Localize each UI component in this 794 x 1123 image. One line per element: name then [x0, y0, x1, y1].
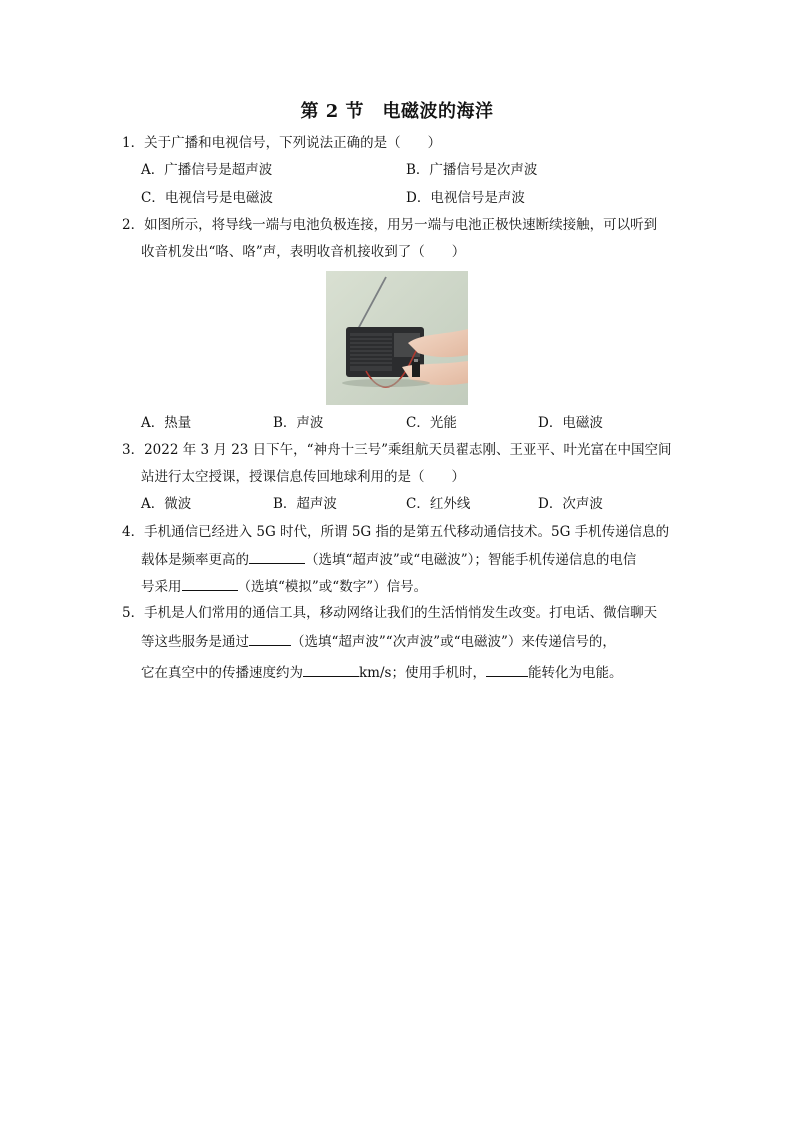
- question-2-option-b: B．声波: [273, 415, 324, 431]
- radio-with-battery-photo: [326, 271, 468, 405]
- question-5-line-2: [141, 632, 616, 651]
- question-4-line-2-text-a: 载体是频率更高的: [141, 552, 249, 568]
- question-1-stem: 1．关于广播和电视信号，下列说法正确的是（ ）: [122, 135, 442, 151]
- answer-blank-4a[interactable]: [249, 550, 305, 564]
- question-2-stem-line-2: 收音机发出“咯、咯”声，表明收音机接收到了（ ）: [141, 244, 466, 260]
- answer-blank-5c[interactable]: [486, 663, 528, 677]
- question-5-line-3-text-b: km/s；使用手机时，: [359, 665, 486, 681]
- question-4-line-3-text-b: （选填“模拟”或“数字”）信号。: [237, 579, 428, 595]
- question-2-option-c: C．光能: [406, 415, 457, 431]
- question-5-line-1: 5．手机是人们常用的通信工具，移动网络让我们的生活悄悄发生改变。打电话、微信聊天: [122, 605, 658, 621]
- question-2-option-a: A．热量: [141, 415, 192, 431]
- question-3-stem-line-1: 3．2022 年 3 月 23 日下午，“神舟十三号”乘组航天员翟志刚、王亚平、叶光富在中国空间: [122, 442, 672, 458]
- question-1-option-d: D．电视信号是声波: [406, 190, 525, 206]
- question-4-line-2-text-b: （选填“超声波”或“电磁波”）；智能手机传递信息的电信: [305, 552, 637, 568]
- question-2-stem-line-1: 2．如图所示，将导线一端与电池负极连接，用另一端与电池正极快速断续接触，可以听到: [122, 217, 658, 233]
- question-4-line-1: 4．手机通信已经进入 5G 时代，所谓 5G 指的是第五代移动通信技术。5G 手机传递信息的: [122, 524, 670, 540]
- question-3-option-b: B．超声波: [273, 496, 337, 512]
- question-2-option-d: D．电磁波: [538, 415, 603, 431]
- answer-blank-5b[interactable]: [303, 663, 359, 677]
- question-5-line-3: [141, 663, 622, 682]
- question-5-line-3-text-a: 它在真空中的传播速度约为: [141, 665, 303, 681]
- answer-blank-4b[interactable]: [182, 577, 238, 591]
- question-4-line-3-text-a: 号采用: [141, 579, 182, 595]
- question-1-option-a: A．广播信号是超声波: [141, 162, 273, 178]
- question-1-option-c: C．电视信号是电磁波: [141, 190, 273, 206]
- answer-blank-5a[interactable]: [249, 632, 291, 646]
- page-title: 第 2 节 电磁波的海洋: [300, 101, 494, 122]
- question-5-line-2-text-b: （选填“超声波”“次声波”或“电磁波”）来传递信号的，: [291, 634, 616, 650]
- question-4-line-2: [141, 550, 636, 569]
- question-5-line-2-text-a: 等这些服务是通过: [141, 634, 249, 650]
- question-3-stem-line-2: 站进行太空授课，授课信息传回地球利用的是（ ）: [141, 469, 465, 485]
- question-3-option-a: A．微波: [141, 496, 192, 512]
- question-3-option-c: C．红外线: [406, 496, 471, 512]
- question-1-option-b: B．广播信号是次声波: [406, 162, 538, 178]
- question-3-option-d: D．次声波: [538, 496, 603, 512]
- question-5-line-3-text-c: 能转化为电能。: [527, 665, 623, 681]
- question-4-line-3: [141, 577, 427, 596]
